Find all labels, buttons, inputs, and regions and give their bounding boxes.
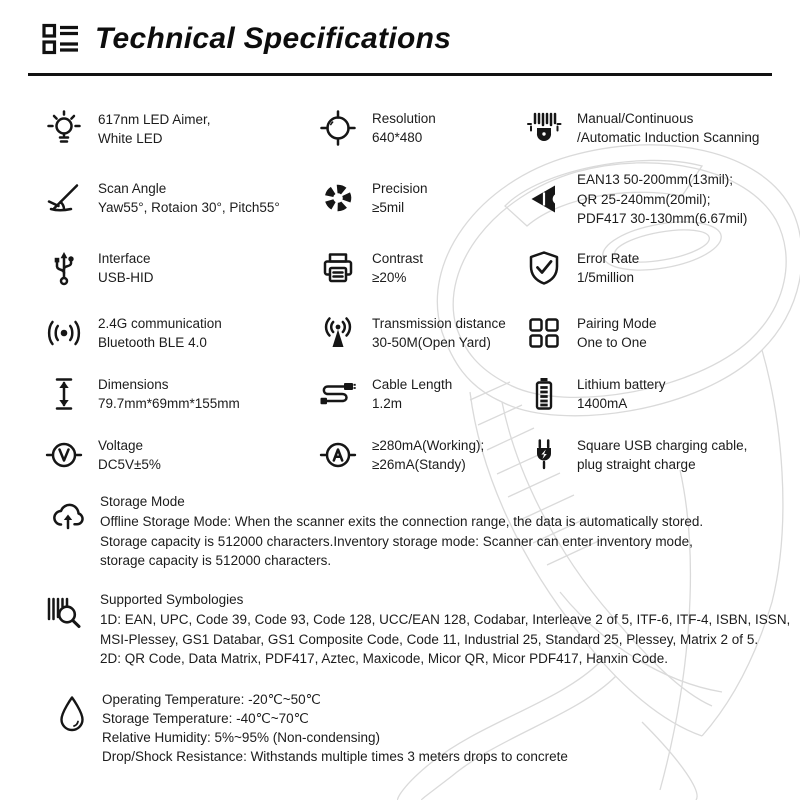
spec-line: Resolution	[372, 110, 436, 126]
section-line: 1D: EAN, UPC, Code 39, Code 93, Code 128, UCC/EAN 128, Codabar, Interleave 2 of 5, ITF-6, ITF-4, ISBN, ISSN,	[100, 611, 791, 627]
spec-precision	[318, 178, 428, 218]
spec-contrast	[318, 248, 423, 288]
spec-line: Voltage	[98, 437, 144, 453]
spec-line: Square USB charging cable,	[577, 437, 748, 453]
spec-charging	[524, 435, 747, 475]
spec-line: White LED	[98, 131, 163, 146]
spec-line: 79.7mm*69mm*155mm	[98, 396, 240, 411]
spec-interface	[44, 248, 154, 288]
spec-read-distance	[524, 170, 747, 229]
scan-angle-icon	[44, 178, 84, 218]
spec-line: PDF417 30-130mm(6.67mil)	[577, 211, 748, 226]
spec-line: 1/5million	[577, 270, 635, 285]
spec-line: Contrast	[372, 250, 424, 266]
spec-line: Precision	[372, 180, 428, 196]
voltmeter-icon	[44, 435, 84, 475]
spec-line: ≥20%	[372, 270, 407, 285]
plug-lightning-icon	[524, 435, 564, 475]
shield-check-icon	[524, 248, 564, 288]
section-line: Relative Humidity: 5%~95% (Non-condensing)	[102, 730, 381, 745]
section-line: Storage capacity is 512000 characters.Inventory storage mode: Scanner can enter inventory mode,	[100, 533, 693, 549]
spec-resolution	[318, 108, 436, 148]
spec-line: EAN13 50-200mm(13mil);	[577, 172, 734, 187]
spec-line: USB-HID	[98, 270, 154, 285]
spec-line: ≥280mA(Working);	[372, 437, 485, 453]
depth-of-field-icon	[524, 179, 564, 219]
spec-line: Yaw55°, Rotaion 30°, Pitch55°	[98, 200, 280, 215]
spec-line: 2.4G communication	[98, 315, 222, 331]
droplet-icon	[57, 694, 87, 734]
spec-line: Transmission distance	[372, 315, 506, 331]
spec-cable-length	[318, 374, 452, 414]
spec-dimensions	[44, 374, 240, 414]
section-symbologies	[44, 590, 790, 669]
cable-icon	[318, 374, 358, 414]
spec-line: Scan Angle	[98, 180, 167, 196]
light-bulb-icon	[44, 108, 84, 150]
section-title: Supported Symbologies	[100, 592, 244, 607]
spec-current	[318, 435, 484, 475]
spec-line: Pairing Mode	[577, 315, 657, 331]
spec-line: 1.2m	[372, 396, 403, 411]
spec-pairing	[524, 313, 657, 353]
spec-scan-mode	[524, 108, 759, 148]
spec-battery	[524, 374, 666, 414]
section-line: MSI-Plessey, GS1 Databar, GS1 Composite Code, Code 11, Industrial 25, Standard 25, Plessey, Matrix 2 of 5.	[100, 631, 759, 647]
spec-line: Dimensions	[98, 376, 169, 392]
section-line: Operating Temperature: -20℃~50℃	[102, 692, 321, 707]
spec-line: ≥5mil	[372, 200, 405, 215]
cloud-upload-icon	[48, 494, 88, 534]
pairing-squares-icon	[524, 313, 564, 353]
page-header	[42, 22, 451, 56]
spec-communication	[44, 313, 222, 353]
ammeter-icon	[318, 435, 358, 475]
spec-scan-angle	[44, 178, 280, 218]
spec-list-icon	[42, 23, 80, 55]
spec-line: Bluetooth BLE 4.0	[98, 335, 207, 350]
spec-line: Interface	[98, 250, 151, 266]
spec-line: Error Rate	[577, 250, 640, 266]
antenna-icon	[318, 313, 358, 353]
section-line: 2D: QR Code, Data Matrix, PDF417, Aztec, Maxicode, Micor QR, Micor PDF417, Hanxin Code.	[100, 651, 668, 667]
spec-line: 30-50M(Open Yard)	[372, 335, 491, 350]
aperture-icon	[318, 178, 358, 218]
printer-icon	[318, 248, 358, 288]
section-storage-mode	[48, 492, 703, 571]
spec-line: Cable Length	[372, 376, 453, 392]
spec-transmission	[318, 313, 506, 353]
section-line: Storage Temperature: -40℃~70℃	[102, 711, 309, 726]
barcode-scan-icon	[524, 108, 564, 148]
spec-line: QR 25-240mm(20mil);	[577, 191, 711, 207]
spec-led-aimer	[44, 108, 211, 150]
spec-line: Lithium battery	[577, 376, 666, 392]
spec-line: /Automatic Induction Scanning	[577, 130, 760, 145]
spec-line: 640*480	[372, 130, 423, 145]
section-line: storage capacity is 512000 characters.	[100, 553, 332, 569]
crosshair-icon	[318, 108, 358, 148]
usb-icon	[44, 248, 84, 288]
wireless-signal-icon	[44, 313, 84, 353]
battery-icon	[524, 374, 564, 414]
section-line: Offline Storage Mode: When the scanner exits the connection range, the data is automatically stored.	[100, 513, 704, 529]
page-title: Technical Specifications	[95, 22, 452, 55]
spec-line: DC5V±5%	[98, 457, 161, 472]
spec-line: plug straight charge	[577, 457, 696, 472]
section-environment	[57, 690, 568, 766]
section-title: Storage Mode	[100, 494, 185, 509]
spec-line: One to One	[577, 335, 647, 350]
section-line: Drop/Shock Resistance: Withstands multiple times 3 meters drops to concrete	[102, 749, 568, 764]
spec-line: 1400mA	[577, 396, 628, 411]
dimensions-arrow-icon	[44, 374, 84, 414]
spec-line: ≥26mA(Standy)	[372, 457, 466, 472]
barcode-magnifier-icon	[44, 592, 84, 632]
spec-line: Manual/Continuous	[577, 110, 694, 126]
spec-line: 617nm LED Aimer,	[98, 111, 211, 127]
spec-error-rate	[524, 248, 639, 288]
header-divider	[28, 73, 772, 76]
spec-voltage	[44, 435, 161, 475]
